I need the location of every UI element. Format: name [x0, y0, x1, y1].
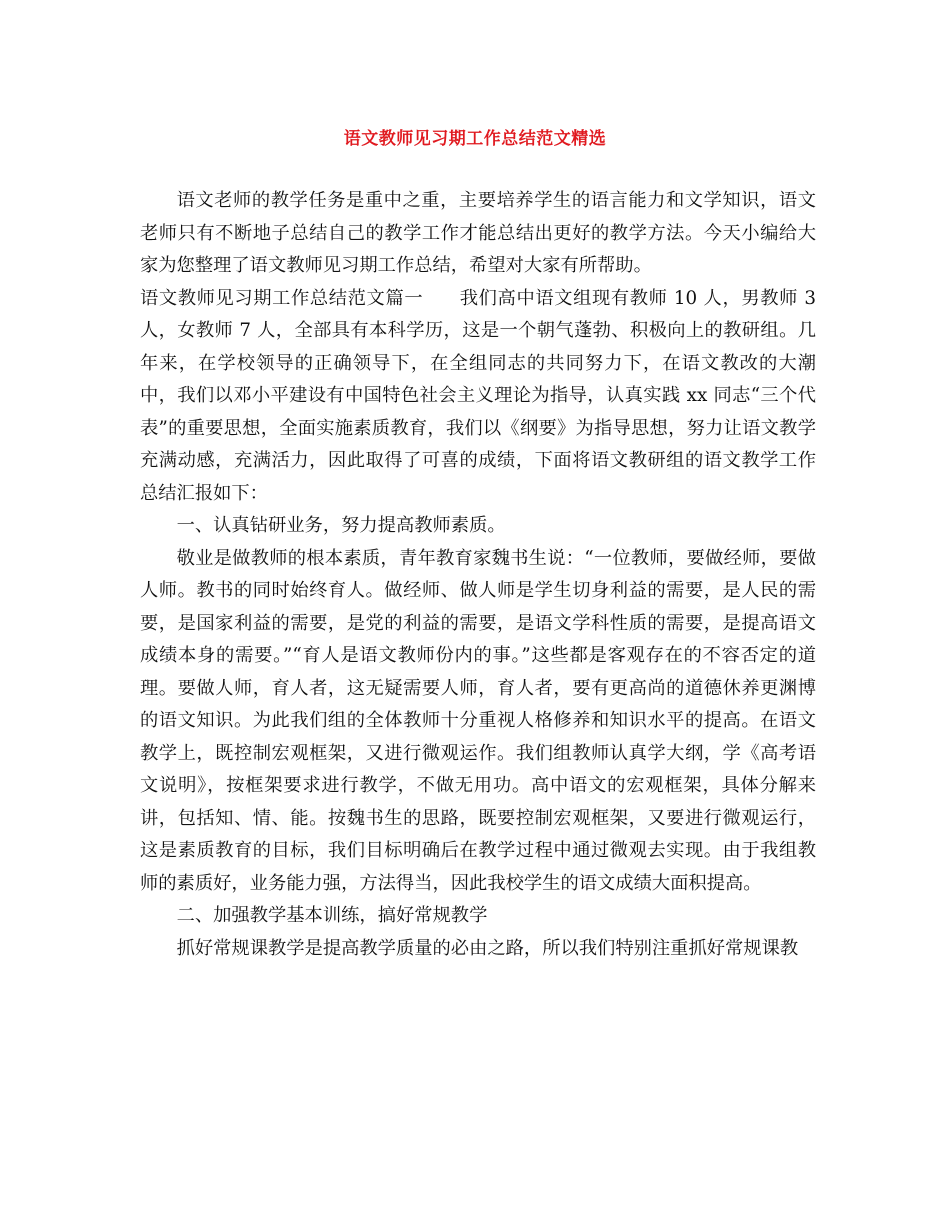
- document-title: 语文教师见习期工作总结范文精选: [343, 129, 607, 149]
- point2-body: 抓好常规课教学是提高教学质量的必由之路，所以我们特别注重抓好常规课教: [176, 937, 799, 959]
- point1-body: 敬业是做教师的根本素质，青年教育家魏书生说：“一位教师，要做经师，要做人师。教书的同时始终育人。做经师、做人师是学生切身利益的需要，是人民的需要，是国家利益的需要，是党的利益的需要，是语文学科性质的需要，是提高语文成绩本身的需要。”“育人是语文教师份内的事。”这些都是客观存在的不容否定的道理。要做人师，育人者，这无疑需要人师，育人者，要有更高尚的道德休养更渊博的语文知识。为此我们组的全体教师十分重视人格修养和知识水平的提高。在语文教学上，既控制宏观框架，又进行微观运作。我们组教师认真学大纲，学《高考语文说明》，按框架要求进行教学，不做无用功。高中语文的宏观框架，具体分解来讲，包括知、情、能。按魏书生的思路，既要控制宏观框架，又要进行微观运行，这是素质教育的目标，我们目标明确后在教学过程中通过微观去实现。由于我组教师的素质好，业务能力强，方法得当，因此我校学生的语文成绩大面积提高。: [140, 547, 816, 894]
- intro-paragraph: 语文老师的教学任务是重中之重，主要培养学生的语言能力和文学知识，语文老师只有不断地子总结自己的教学工作才能总结出更好的教学方法。今天小编给大家为您整理了语文教师见习期工作总结，希望对大家有所帮助。: [140, 190, 816, 276]
- section-heading: 语文教师见习期工作总结范文篇一: [140, 287, 424, 309]
- point2-heading: 二、加强教学基本训练，搞好常规教学: [176, 905, 488, 926]
- section-intro: 我们高中语文组现有教师 10 人，男教师 3 人，女教师 7 人，全部具有本科学历，这是一个朝气蓬勃、积极向上的教研组。几年来，在学校领导的正确领导下，在全组同志的共同努力下，在语文教改的大潮中，我们以邓小平建设有中国特色社会主义理论为指导，认真实践 xx 同志“三个代表”的重要思想，全面实施素质教育，我们以《纲要》为指导思想，努力让语文教学充满动感，充满活力，因此取得了可喜的成绩，下面将语文教研组的语文教学工作总结汇报如下：: [140, 287, 817, 504]
- point1-heading: 一、认真钻研业务，努力提高教师素质。: [176, 515, 506, 536]
- document-body: [140, 185, 816, 965]
- section-paragraph: [140, 283, 816, 511]
